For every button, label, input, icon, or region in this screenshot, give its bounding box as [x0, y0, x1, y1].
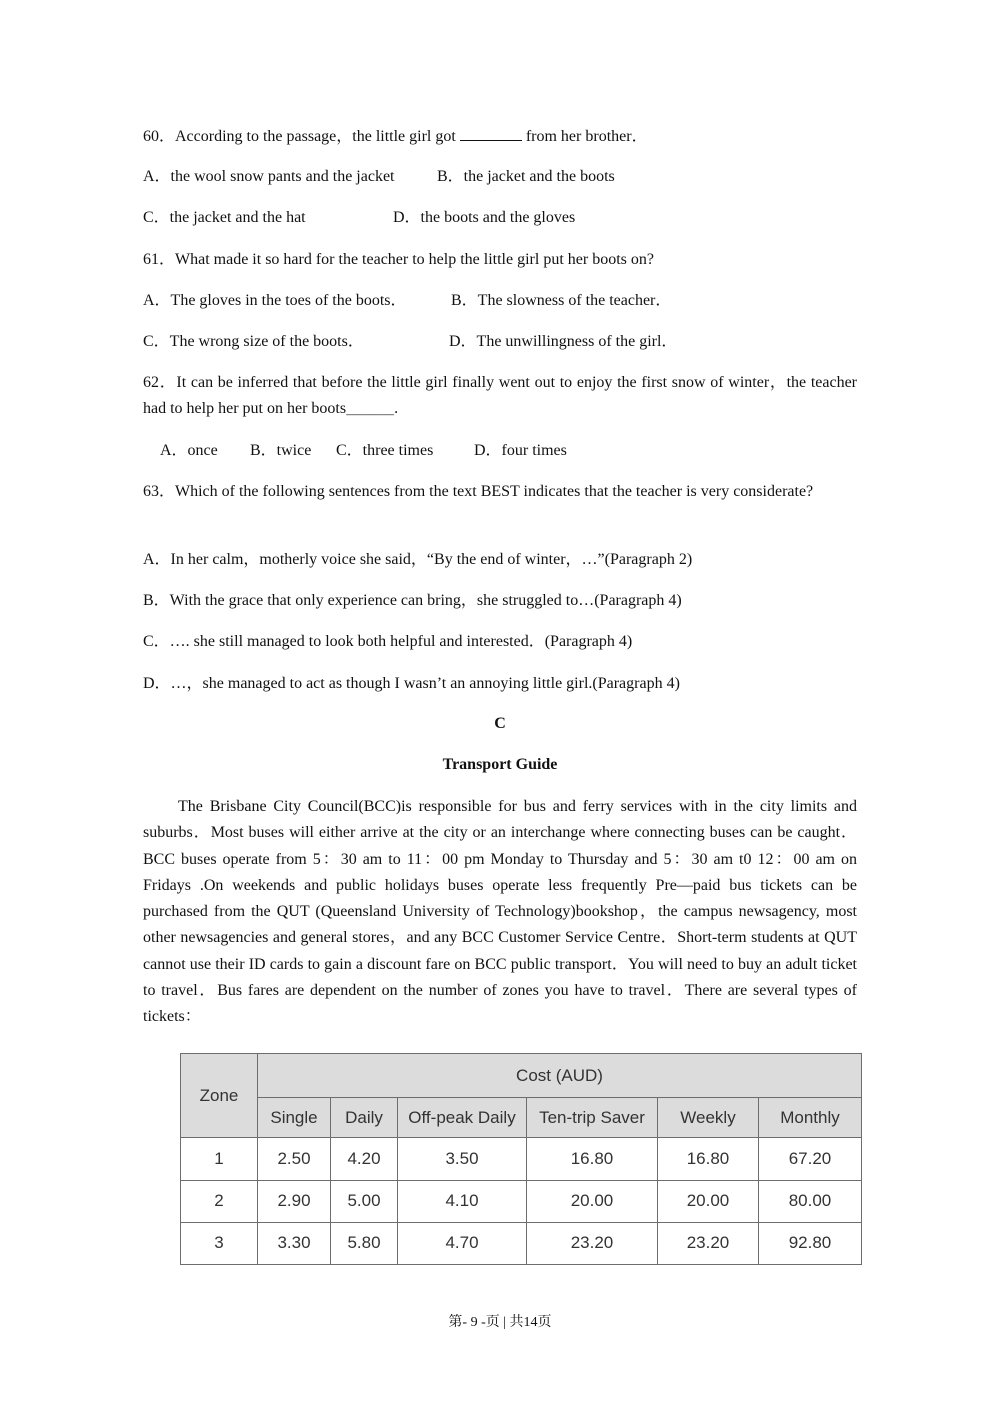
table-cell: 1 [181, 1138, 258, 1180]
table-cell: 80.00 [759, 1180, 862, 1222]
question-62-stem: 62．It can be inferred that before the little girl finally went out to enjoy the first snow of winter，the teacher had to help her put on her boots＿＿＿. [143, 374, 857, 418]
table-cell: 67.20 [759, 1138, 862, 1180]
option-60-a: A．the wool snow pants and the jacket [143, 168, 395, 185]
table-row [181, 1138, 862, 1180]
table-cell: 16.80 [527, 1138, 658, 1180]
option-62-c: C．three times [336, 442, 434, 459]
table-cell: 23.20 [527, 1222, 658, 1264]
section-title: Transport Guide [442, 756, 558, 773]
question-60-stem-tail: from her brother． [525, 128, 648, 145]
question-63-stem: 63．Which of the following sentences from the text BEST indicates that the teacher is very considerate? [143, 483, 814, 500]
option-61-a: A．The gloves in the toes of the boots． [143, 292, 407, 309]
section-body: The Brisbane City Council(BCC)is responsible for bus and ferry services with in the city limits and suburbs．Most buses will either arrive at the city or an interchange where connecting buses can be caught．BCC buses operate from 5：30 am to 11：00 pm Monday to Thursday and 5：30 am t0 12：00 am on Fridays .On weekends and public holidays buses operate less frequently Pre—paid bus tickets can be purchased from the QUT (Queensland University of Technology)bookshop，the campus newsagency, most other newsagencies and general stores，and any BCC Customer Service Centre．Short-term students at QUT cannot use their ID cards to gain a discount fare on BCC public transport．You will need to buy an adult ticket to travel．Bus fares are dependent on the number of zones you have to travel．There are several types of tickets： [143, 798, 858, 1026]
question-61-stem: 61．What made it so hard for the teacher to help the little girl put her boots on? [143, 251, 654, 268]
answer-blank [460, 126, 522, 141]
table-cell: 16.80 [658, 1138, 759, 1180]
option-63-b: B．With the grace that only experience can bring，she struggled to…(Paragraph 4) [143, 592, 682, 609]
column-header: Daily [331, 1098, 398, 1138]
table-cell: 20.00 [658, 1180, 759, 1222]
page-footer: 第- 9 -页 | 共14页 [448, 1315, 552, 1330]
option-63-a: A．In her calm，motherly voice she said，“By the end of winter，…”(Paragraph 2) [143, 551, 693, 568]
option-63-d: D．…，she managed to act as though I wasn’t an annoying little girl.(Paragraph 4) [143, 675, 680, 692]
option-62-a: A．once [160, 442, 218, 459]
question-60 [143, 126, 648, 147]
cost-header: Cost (AUD) [258, 1054, 862, 1098]
option-62-b: B．twice [250, 442, 312, 459]
option-61-b: B．The slowness of the teacher． [451, 292, 672, 309]
column-header: Monthly [759, 1098, 862, 1138]
zone-header: Zone [181, 1054, 258, 1138]
table-cell: 5.80 [331, 1222, 398, 1264]
option-61-c: C．The wrong size of the boots． [143, 333, 364, 350]
table-cell: 4.70 [398, 1222, 527, 1264]
column-header: Weekly [658, 1098, 759, 1138]
section-letter: C [494, 715, 506, 732]
table-row [181, 1180, 862, 1222]
table-cell: 2.90 [258, 1180, 331, 1222]
table-cell: 4.10 [398, 1180, 527, 1222]
table-cell: 3 [181, 1222, 258, 1264]
option-61-d: D．The unwillingness of the girl． [449, 333, 678, 350]
table-cell: 5.00 [331, 1180, 398, 1222]
option-63-c: C．…. she still managed to look both helpful and interested．(Paragraph 4) [143, 633, 633, 650]
option-60-d: D．the boots and the gloves [393, 209, 576, 226]
option-62-d: D．four times [474, 442, 567, 459]
column-header: Single [258, 1098, 331, 1138]
table-cell: 2.50 [258, 1138, 331, 1180]
column-header: Off-peak Daily [398, 1098, 527, 1138]
fare-table [180, 1053, 862, 1265]
table-cell: 23.20 [658, 1222, 759, 1264]
option-60-c: C．the jacket and the hat [143, 209, 306, 226]
table-cell: 4.20 [331, 1138, 398, 1180]
table-row [181, 1222, 862, 1264]
question-60-stem: 60．According to the passage，the little girl got [143, 128, 456, 145]
table-cell: 20.00 [527, 1180, 658, 1222]
table-cell: 2 [181, 1180, 258, 1222]
column-header: Ten-trip Saver [527, 1098, 658, 1138]
table-cell: 92.80 [759, 1222, 862, 1264]
table-cell: 3.30 [258, 1222, 331, 1264]
table-cell: 3.50 [398, 1138, 527, 1180]
option-60-b: B．the jacket and the boots [437, 168, 615, 185]
